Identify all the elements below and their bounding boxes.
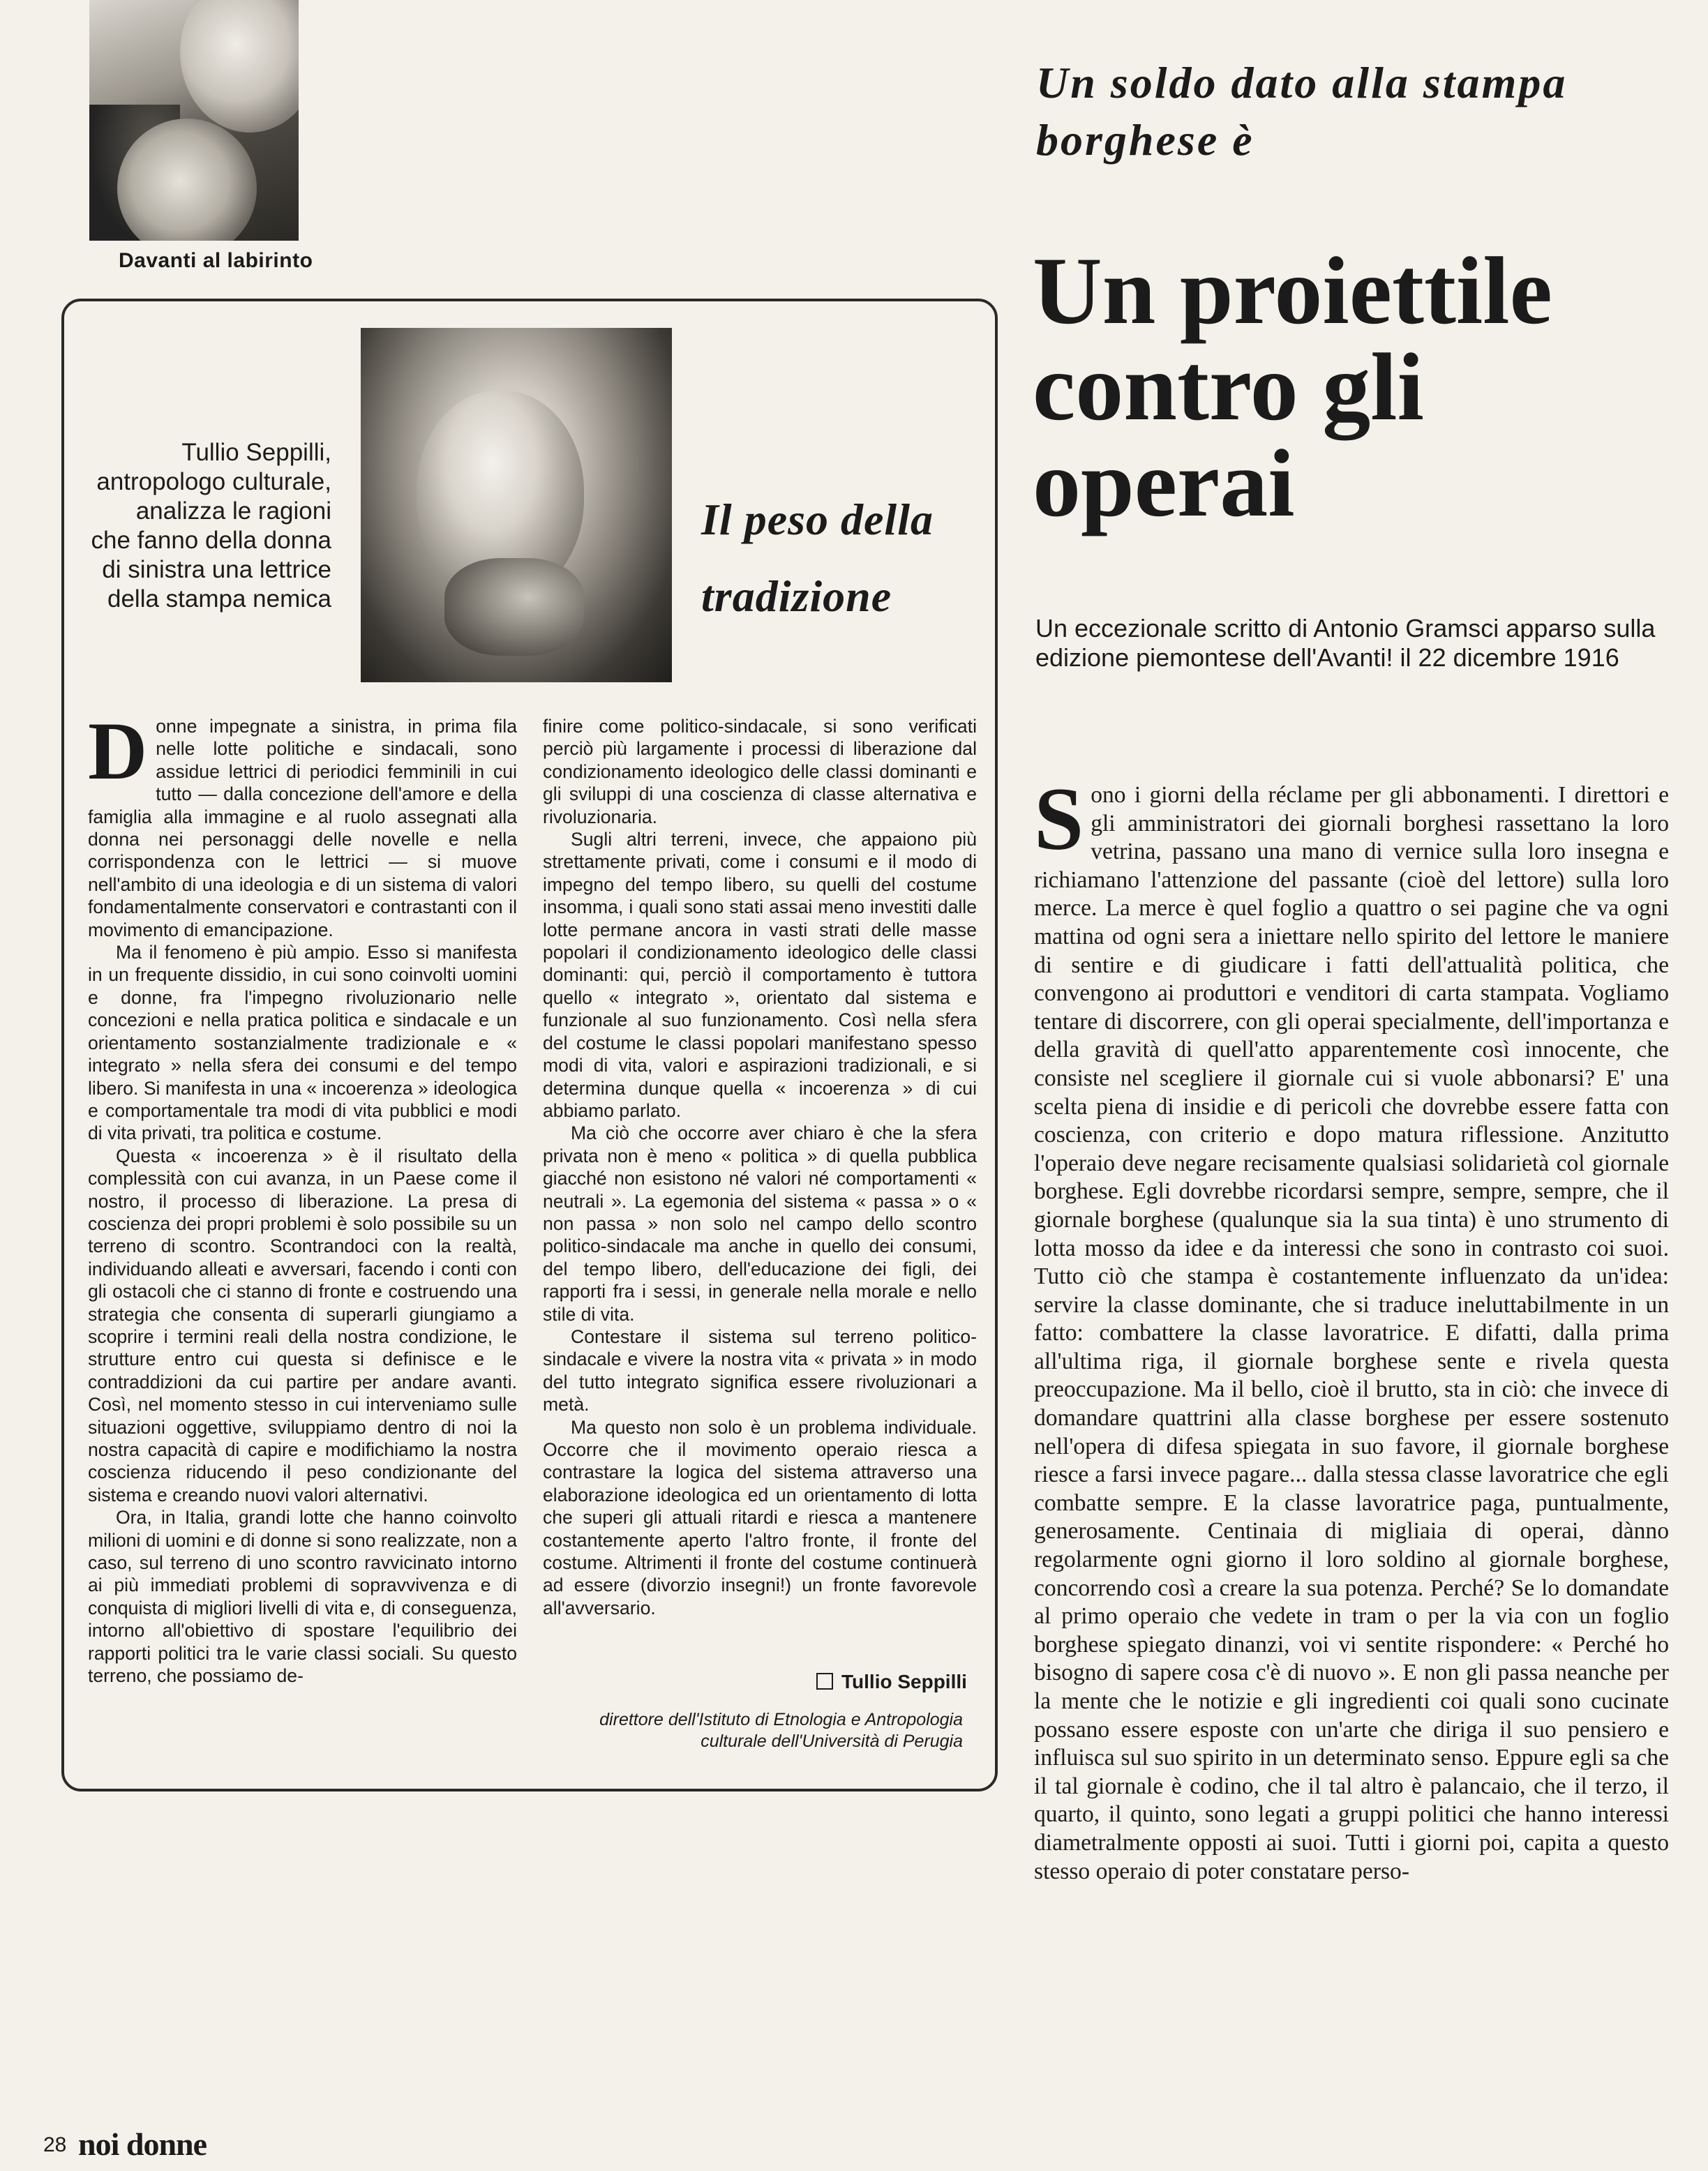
magazine-name: noi donne	[78, 2126, 207, 2162]
article-intro: Tullio Seppilli, antropologo culturale, analizza le ragioni che fanno della donna di sinistra una lettrice della stampa nemica	[91, 439, 331, 613]
paragraph: Contestare il sistema sul terreno politico-sindacale e vivere la nostra vita « privata » in modo del tutto integrato significa essere rivoluzionari a metà.	[543, 1325, 977, 1415]
drop-cap: D	[88, 705, 148, 797]
top-photo	[89, 0, 299, 241]
paragraph: Donne impegnate a sinistra, in prima fila nelle lotte politiche e sindacali, sono assidue lettrici di periodici femminili in cui tutto — dalla concezione dell'amore e della famiglia alla immagine e al ruolo assegnati alla donna nei personaggi delle novelle e nella corrispondenza con le lettrici — si muove nell'ambito di una ideologia e di un sistema di valori fondamentalmente conservatori e contrastanti con il movimento di emancipazione.	[88, 705, 517, 940]
paragraph: finire come politico-sindacale, si sono verificati perciò più largamente i processi di liberazione dal condizionamento ideologico delle classi dominanti e gli sviluppi di una coscienza di classe alternativa e rivoluzionaria.	[543, 716, 977, 827]
author-photo-hand	[444, 558, 584, 656]
article-column-2	[543, 715, 977, 1619]
photo-face-upper	[180, 0, 299, 133]
gramsci-kicker: Un soldo dato alla stampa borghese è	[1036, 58, 1568, 165]
page-number: 28	[43, 2133, 67, 2156]
paragraph: Ma questo non solo è un problema individuale. Occorre che il movimento operaio riesca a contrastare la logica del sistema attraverso una elaborazione ideologica ed un orientamento di lotta che superi gli attuali ritardi e riesca a mantenere costantemente aperto l'altro fronte, il fronte del costume. Altrimenti il fronte del costume continuerà ad essere (divorzio insegni!) un fronte favorevole all'avversario.	[543, 1416, 977, 1618]
paragraph: Sugli altri terreni, invece, che appaiono più strettamente privati, come i consumi e il modo di impegno del tempo libero, su quelli del costume insomma, i quali sono stati assai meno investiti dalle lotte permane ancora in vasti strati delle masse popolari il condizionamento ideologico delle classi dominanti: qui, perciò il comportamento è tuttora quello « integrato », orientato dal sistema e funzionale al suo funzionamento. Così nella sfera del costume le classi popolari manifestano spesso modi di vita, valori e aspirazioni tradizionali, e si determina dunque quella « incoerenza » di cui abbiamo parlato.	[543, 829, 977, 1121]
gramsci-body	[1034, 769, 1669, 1886]
article-title: Il peso della tradizione	[701, 495, 934, 621]
gramsci-subhead: Un eccezionale scritto di Antonio Gramsci apparso sulla edizione piemontese dell'Avanti! il 22 dicembre 1916	[1035, 614, 1656, 672]
author-affiliation: direttore dell'Istituto di Etnologia e Antropologia culturale dell'Università di Perugia	[599, 1710, 963, 1751]
paragraph: Sono i giorni della réclame per gli abbonamenti. I direttori e gli amministratori dei giornali borghesi rassettano la loro vetrina, passano una mano di vernice sulla loro insegna e richiamano l'attenzione del passante (cioè del lettore) sulla loro merce. La merce è quel foglio a quattro o sei pagine che va ogni mattina od ogni sera a iniettare nello spirito del lettore le maniere di sentire e di giudicare i fatti dell'attualità politica, che convengono ai produttori e venditori di carta stampata. Vogliamo tentare di discorrere, con gli operai specialmente, dell'importanza e della gravità di quell'atto apparentemente così innocente, che consiste nel scegliere il giornale cui si vuole abbonarsi? E' una scelta piena di insidie e di pericoli che dovrebbe essere fatta con coscienza, con criterio e dopo matura riflessione. Anzitutto l'operaio deve negare recisamente qualsiasi solidarietà col giornale borghese. Egli dovrebbe ricordarsi sempre, sempre, sempre, che il giornale borghese (qualunque sia la sua tinta) è uno strumento di lotta mosso da idee e da interessi che sono in contrasto coi suoi. Tutto ciò che stampa è costantemente influenzato da un'idea: servire la classe dominante, che si traduce ineluttabilmente in un fatto: combattere la classe lavoratrice. E difatti, dalla prima all'ultima riga, il giornale borghese sente e rivela questa preoccupazione. Ma il bello, cioè il brutto, sta in ciò: che invece di domandare quattrini alla classe borghese per essere sostenuto nell'opera di difesa spiegata in suo favore, il giornale borghese riesce a farsi invece pagare... dalla stessa classe lavoratrice che egli combatte sempre. E la classe lavoratrice paga, puntualmente, generosamente. Centinaia di migliaia di operai, dànno regolarmente ogni giorno il loro soldino al giornale borghese, concorrendo così a creare la sua potenza. Perché? Se lo domandate al primo operaio che vedete in tram o per la via con un foglio borghese spiegato dinanzi, voi vi sentite rispondere: « Perché ho bisogno di sapere cosa c'è di nuovo ». E non gli passa neanche per la mente che le notizie e gli ingredienti coi quali sono cucinate possano essere esposte con un'arte che diriga il suo pensiero e influisca sul suo spirito in un determinato senso. Eppure egli sa che il tal giornale è codino, che il tal altro è palancaio, che il terzo, il quarto, il quinto, sono legati a gruppi politici che hanno interessi diametralmente opposti ai suoi. Tutti i giorni poi, capita a questo stesso operaio di poter constatare perso-	[1034, 769, 1669, 1884]
paragraph: Ma ciò che occorre aver chiaro è che la sfera privata non è meno « politica » di quella pubblica giacché non esistono né valori né comportamenti « neutrali ». La egemonia del sistema « passa » o « non passa » non solo nel campo dello scontro politico-sindacale ma anche in quello dei consumi, del tempo libero, dell'educazione dei figli, dei rapporti fra i sessi, in generale nella morale e nello stile di vita.	[543, 1122, 977, 1325]
paragraph: Questa « incoerenza » è il risultato della complessità con cui avanza, in un Paese come il nostro, il processo di liberazione. La presa di coscienza dei propri problemi è solo possibile su un terreno di scontro. Scontrandoci con la realtà, individuando alleati e avversari, facendo i conti con gli ostacoli che ci stanno di fronte e costruendo una strategia che consenta di superarli giungiamo a scoprire i termini reali della nostra condizione, le strutture entro cui questa si definisce e le contraddizioni da cui partire per andare avanti. Così, nel momento stesso in cui interveniamo sulle situazioni oggettive, sviluppiamo dentro di noi la nostra capacità di capire e modifichiamo la nostra coscienza riducendo il peso condizionante del sistema e creando nuovi valori alternativi.	[88, 1145, 517, 1505]
paragraph: Ora, in Italia, grandi lotte che hanno coinvolto milioni di uomini e di donne si sono realizzate, non a caso, sul terreno di uno scontro ravvicinato intorno ai più immediati problemi di sopravvivenza e di conquista di migliori livelli di vita e, di conseguenza, intorno all'obiettivo di spostare l'equilibrio dei rapporti politici tra le varie classi sociali. Su questo terreno, che possiamo de-	[88, 1507, 517, 1687]
drop-cap: S	[1034, 769, 1084, 869]
article-column-1	[88, 705, 517, 1687]
author-signature: Tullio Seppilli	[816, 1671, 967, 1693]
paragraph: Ma il fenomeno è più ampio. Esso si manifesta in un frequente dissidio, in cui sono coinvolti uomini e donne, fra l'impegno rivoluzionario nelle concezioni e nella pratica politica e sindacale e un orientamento sostanzialmente tradizionale e « integrato » nella sfera dei consumi e del tempo libero. Si manifesta in una « incoerenza » ideologica e comportamentale tra modi di vita pubblici e modi di vita privati, tra politica e costume.	[88, 942, 517, 1144]
gramsci-headline: Un proiettile contro gli operai	[1033, 237, 1552, 536]
top-photo-caption: Davanti al labirinto	[119, 249, 313, 272]
author-photo	[361, 328, 672, 682]
end-mark-icon	[816, 1673, 833, 1690]
